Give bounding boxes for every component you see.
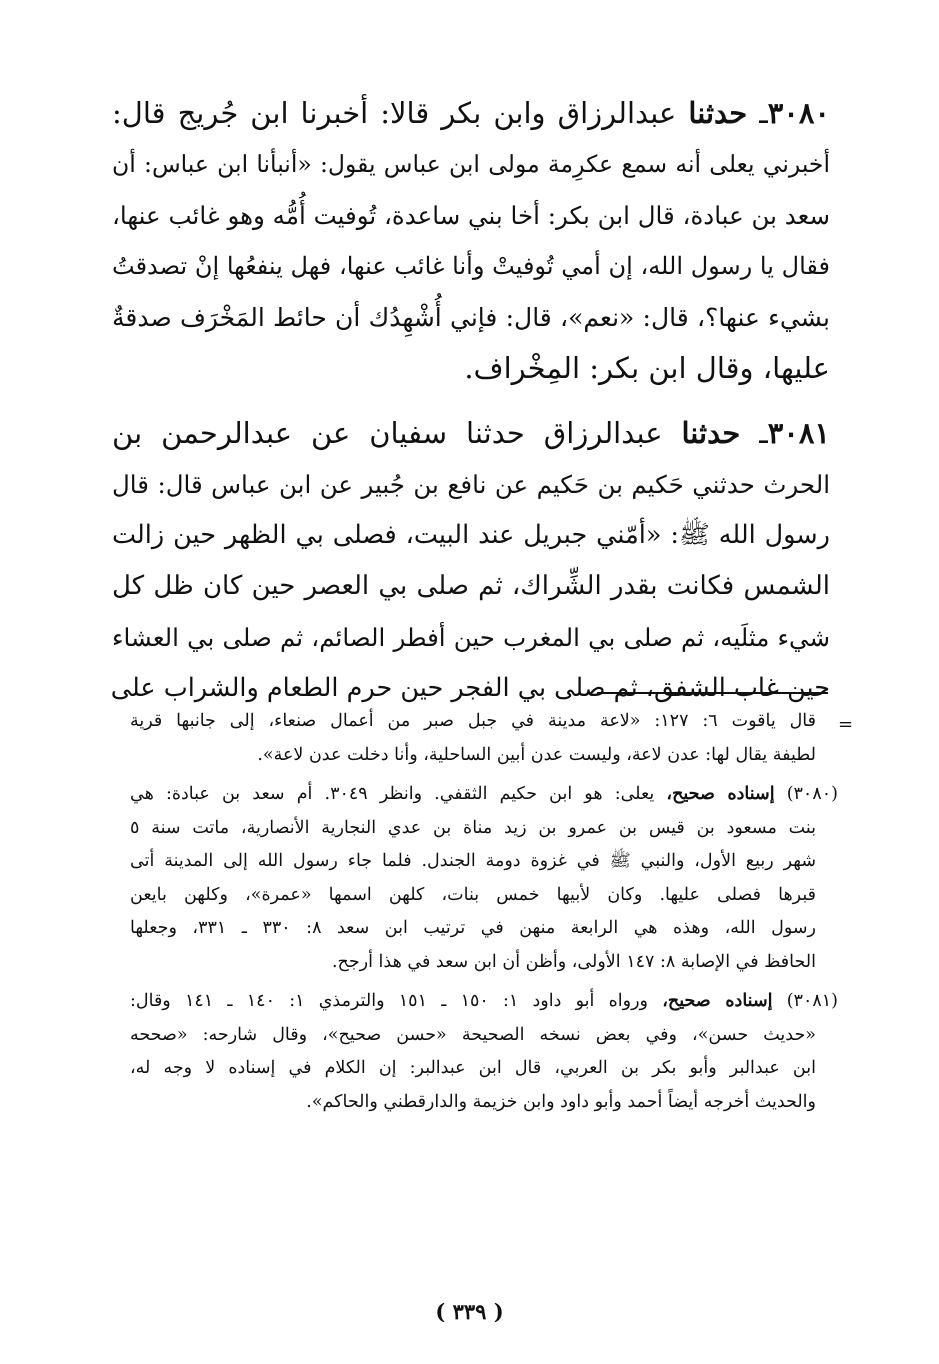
footnote-divider — [597, 692, 828, 694]
text-line: ٣٠٨٠ـ حدثنا عبدالرزاق وابن بكر قالا: أخبرنا ابن جُريج قال: — [112, 96, 831, 130]
line-text: يعلى: هو ابن حكيم الثقفي. وانظر ٣٠٤٩. أم سعد بن عبادة: هي — [130, 784, 655, 804]
footnote-line: الحافظ في الإصابة ٨: ١٤٧ الأولى، وأظن أن ابن سعد في هذا أرجح. — [331, 951, 816, 972]
footnote-line: ابن عبدالبر وأبو بكر بن العربي، قال ابن عبدالبر: إن الكلام في إسناده لا وجه له، — [130, 1058, 816, 1078]
text-line: الحرث حدثني حَكيم بن حَكيم عن نافع بن جُبير عن ابن عباس قال: قال — [112, 470, 830, 499]
line-text: عبدالرزاق حدثنا سفيان عن عبدالرحمن بن — [112, 416, 663, 450]
page-number: ( ٣٣٩ ) — [435, 1299, 504, 1324]
text-line: ٣٠٨١ـ حدثنا عبدالرزاق حدثنا سفيان عن عبدالرحمن بن — [112, 416, 831, 450]
footnote-3081 — [130, 985, 838, 1119]
footnote-ref: (٣٠٨٠) — [786, 784, 838, 804]
text-line: رسول الله ﷺ: «أمّني جبريل عند البيت، فصلى بي الظهر حين زالت — [112, 520, 830, 550]
line-text: ورواه أبو داود ١: ١٥٠ ـ ١٥١ والترمذي ١: ١٤٠ ـ ١٤١ وقال: — [130, 991, 649, 1011]
footnote-3080 — [130, 778, 838, 979]
footnote-lead: إسناده صحيح، — [662, 991, 773, 1011]
footnote-line: شهر ربيع الأول، والنبي ﷺ في غزوة دومة الجندل. فلما جاء رسول الله إلى المدينة أتى — [130, 851, 816, 871]
text-line: حين غاب الشفق، ثم صلى بي الفجر حين حرم الطعام والشراب على — [110, 673, 830, 703]
footnote-line: «حديث حسن»، وفي بعض نسخه الصحيحة «حسن صحيح»، وقال شارحه: «صححه — [130, 1024, 816, 1045]
footnote-ref: (٣٠٨١) — [786, 991, 838, 1011]
hadith-lead: حدثنا — [688, 96, 748, 130]
hadith-lead: حدثنا — [681, 416, 741, 450]
footnote-line: قال ياقوت ٦: ١٢٧: «لاعة مدينة في جبل صبر من أعمال صنعاء، إلى جانبها قرية — [130, 711, 817, 731]
footnote-line: والحديث أخرجه أيضاً أحمد وأبو داود وابن خزيمة والدارقطني والحاكم». — [306, 1091, 816, 1112]
hadith-3080 — [112, 88, 830, 394]
hadith-3081 — [112, 408, 830, 714]
text-line: شيء مثلَيه، ثم صلى بي المغرب حين أفطر الصائم، ثم صلى بي العشاء — [112, 623, 830, 652]
footnote-line — [130, 778, 838, 812]
text-line: الشمس فكانت بقدر الشِّراك، ثم صلى بي العصر حين كان ظل كل — [112, 571, 830, 601]
text-line: عليها، وقال ابن بكر: المِخْراف. — [464, 351, 830, 385]
text-line: سعد بن عبادة، قال ابن بكر: أخا بني ساعدة، تُوفيت أُمُّه وهو غائب عنها، — [112, 201, 830, 230]
text-line: أخبرني يعلى أنه سمع عكرِمة مولى ابن عباس يقول: «أنبأنا ابن عباس: أن — [112, 150, 830, 178]
footnote-line — [130, 985, 838, 1019]
main-text — [112, 88, 830, 728]
footnote-lead: إسناده صحيح، — [666, 784, 775, 804]
footnote-line: بنت مسعود بن قيس بن عمرو بن زيد مناة بن عدي النجارية الأنصارية، ماتت سنة ٥ — [130, 817, 816, 838]
footnote-continued — [130, 705, 838, 772]
hadith-number: ٣٠٨١ — [767, 416, 831, 450]
hadith-number: ٣٠٨٠ — [767, 96, 831, 130]
footnote-line: رسول الله، وهذه هي الرابعة منهن في ترتيب ابن سعد ٨: ٣٣٠ ـ ٣٣١، وجعلها — [130, 918, 816, 938]
continuation-mark: = — [838, 714, 854, 735]
text-line: بشيء عنها؟، قال: «نعم»، قال: فإني أُشْهِدُك أن حائط المَخْرَف صدقةٌ — [112, 303, 830, 332]
footnote-line: قبرها فصلى عليها. وكان لأبيها خمس بنات، كلهن اسمها «عمرة»، وكلهن بايعن — [130, 884, 816, 905]
line-text: عبدالرزاق وابن بكر قالا: أخبرنا ابن جُريج قال: — [112, 96, 677, 130]
footnote-line: لطيفة يقال لها: عدن لاعة، وليست عدن أبين الساحلية، وأنا دخلت عدن لاعة». — [257, 744, 816, 765]
footnotes — [130, 705, 838, 1125]
text-line: فقال يا رسول الله، إن أمي تُوفيتْ وأنا غائب عنها، فهل ينفعُها إنْ تصدقتُ — [112, 252, 830, 280]
